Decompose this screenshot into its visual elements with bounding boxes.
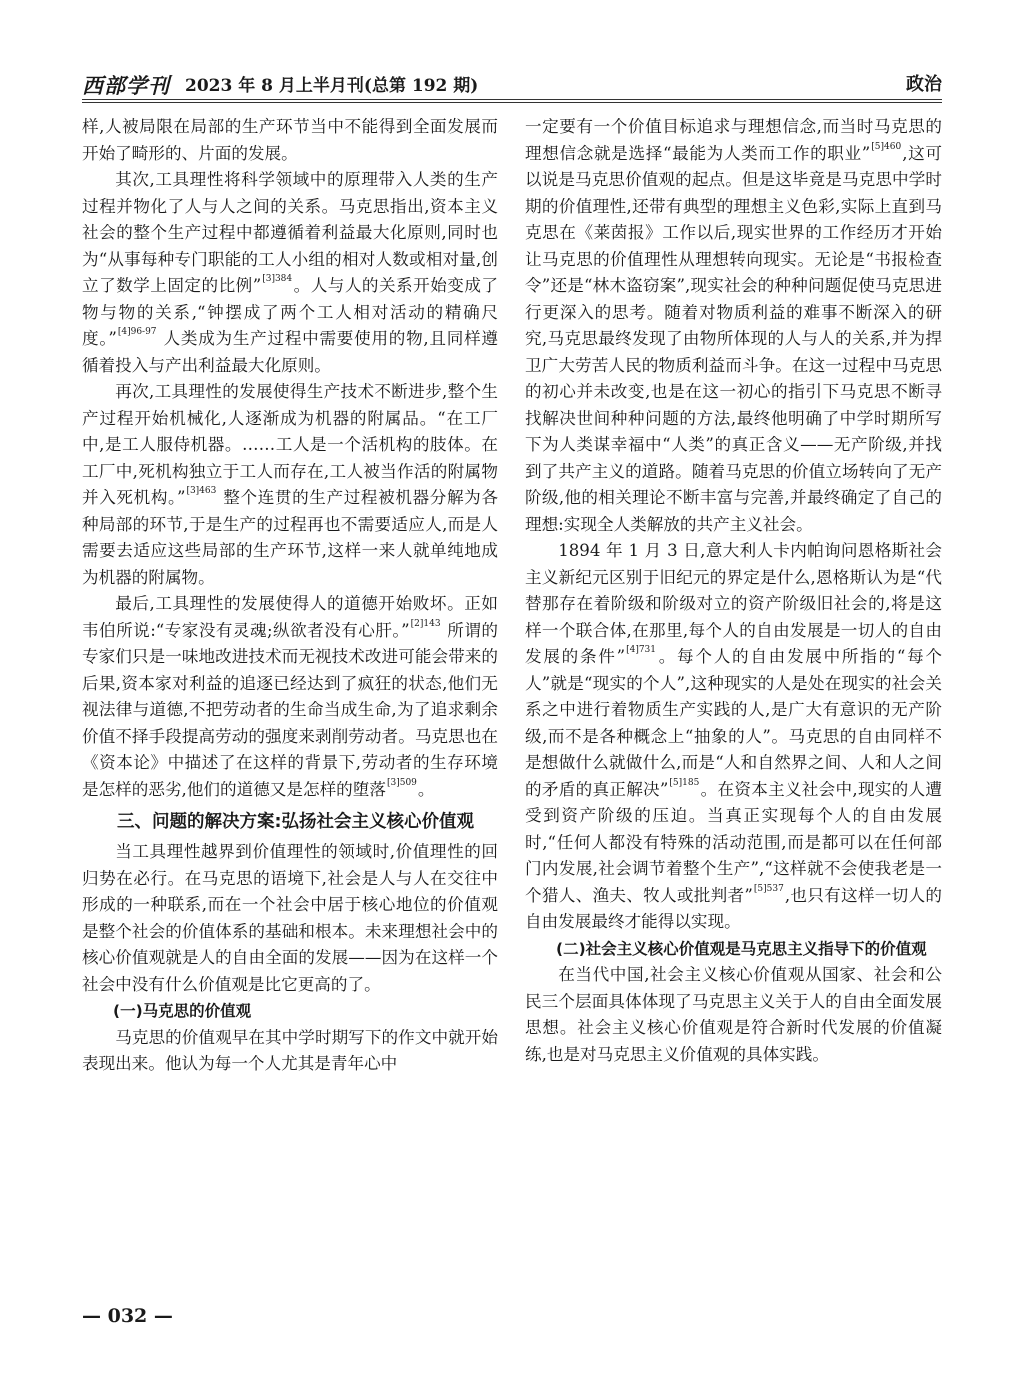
paragraph-text: 。每个人的自由发展中所指的“每个人”就是“现实的个人”,这种现实的人是处在现实的社会关系之中进行着物质生产实践的人,是广大有意识的无产阶级,而不是各种概念上“抽象的人”。马克思的自由同样不是想做什么就做什么,而是“人和自然界之间、人和人之间的矛盾的真正解决” — [525, 647, 942, 799]
paragraph-text: 其次,工具理性将科学领域中的原理带入人类的生产过程并物化了人与人之间的关系。马克思指出,资本主义社会的整个生产过程中都遵循着利益最大化原则,同时也为“从事每种专门职能的工人小组的相对人数或相对量,创立了数学上固定的比例” — [82, 170, 498, 295]
paragraph — [82, 379, 498, 591]
citation-ref: [3]384 — [262, 274, 293, 284]
section-name: 政治 — [906, 74, 942, 95]
left-column — [82, 114, 498, 1078]
citation-ref: [3]463 — [186, 486, 217, 496]
paragraph-text: 三、问题的解决方案:弘扬社会主义核心价值观 — [117, 812, 474, 832]
paragraph — [82, 591, 498, 803]
paragraph-text: 。 — [417, 779, 435, 799]
paragraph — [82, 114, 498, 167]
citation-ref: [4]96-97 — [117, 327, 157, 337]
paragraph-text: 人类成为生产过程中需要使用的物,且同样遵循着投入与产出利益最大化原则。 — [82, 329, 498, 375]
citation-ref: [4]731 — [626, 645, 657, 655]
paragraph-text: ,也只有这样一切人的自由发展最终才能得以实现。 — [525, 885, 942, 931]
paragraph-text: 一定要有一个价值目标追求与理想信念,而当时马克思的理想信念就是选择“最能为人类而工作的职业” — [525, 117, 942, 163]
section-heading — [82, 998, 498, 1025]
section-heading — [82, 808, 498, 836]
paragraph-text: 所谓的专家们只是一味地改进技术而无视技术改进可能会带来的后果,资本家对利益的追逐已经达到了疯狂的状态,他们无视法律与道德,不把劳动者的生命当成生命,为了追求剩余价值不择手段提高劳动的强度来剥削劳动者。马克思也在《资本论》中描述了在这样的背景下,劳动者的生存环境是怎样的恶劣,他们的道德又是怎样的堕落 — [82, 620, 498, 799]
paragraph — [82, 167, 498, 379]
paragraph-text: 在当代中国,社会主义核心价值观从国家、社会和公民三个层面具体体现了马克思主义关于人的自由全面发展思想。社会主义核心价值观是符合新时代发展的价值凝练,也是对马克思主义价值观的具体实践。 — [525, 965, 942, 1064]
paragraph-text: 1894 年 1 月 3 日,意大利人卡内帕询问恩格斯社会主义新纪元区别于旧纪元的界定是什么,恩格斯认为是“代替那存在着阶级和阶级对立的资产阶级旧社会的,将是这样一个联合体,在那里,每个人的自由发展是一切人的自由发展的条件” — [525, 541, 942, 666]
paragraph — [525, 538, 942, 936]
paragraph-text: 样,人被局限在局部的生产环节当中不能得到全面发展而开始了畸形的、片面的发展。 — [82, 117, 498, 163]
header-rule-top — [82, 99, 942, 100]
header-rule-bottom — [82, 102, 942, 103]
citation-ref: [3]509 — [386, 777, 417, 788]
page-header — [82, 70, 942, 98]
paragraph — [525, 962, 942, 1068]
paragraph-text: 再次,工具理性的发展使得生产技术不断进步,整个生产过程开始机械化,人逐渐成为机器的附属品。“在工厂中,是工人服侍机器。……工人是一个活机构的肢体。在工厂中,死机构独立于工人而存在,工人被当作活的附属物并入死机构。” — [82, 382, 498, 507]
citation-ref: [5]185 — [669, 777, 700, 788]
page-number: — 032 — — [82, 1305, 173, 1327]
citation-ref: [5]537 — [753, 883, 784, 894]
right-column — [525, 114, 942, 1068]
journal-logo: 西部学刊 — [82, 73, 170, 98]
paragraph-text: 整个连贯的生产过程被机器分解为各种局部的环节,于是生产的过程再也不需要适应人,而是人需要去适应这些局部的生产环节,这样一来人就单纯地成为机器的附属物。 — [82, 488, 498, 587]
paragraph-text: 。在资本主义社会中,现实的人遭受到资产阶级的压迫。当真正实现每个人的自由发展时,“任何人都没有特殊的活动范围,而是都可以在任何部门内发展,社会调节着整个生产”,“这样就不会使我老是一个猎人、渔夫、牧人或批判者” — [525, 779, 942, 905]
paragraph — [82, 839, 498, 998]
paragraph-text: (二)社会主义核心价值观是马克思主义指导下的价值观 — [556, 939, 927, 958]
paragraph-text: ,这可以说是马克思价值观的起点。但是这毕竟是马克思中学时期的价值理性,还带有典型的理想主义色彩,实际上直到马克思在《莱茵报》工作以后,现实世界的工作经历才开始让马克思的价值理性从理想转向现实。无论是“书报检查令”还是“林木盗窃案”,现实社会的种种问题促使马克思进行更深入的思考。随着对物质利益的难事不断深入的研究,马克思最终发现了由物所体现的人与人的关系,并为捍卫广大劳苦人民的物质利益而斗争。在这一过程中马克思的初心并未改变,也是在这一初心的指引下马克思不断寻找解决世间种种问题的方法,最终他明确了中学时期所写下为人类谋幸福中“人类”的真正含义——无产阶级,并找到了共产主义的道路。随着马克思的价值立场转向了无产阶级,他的相关理论不断丰富与完善,并最终确定了自己的理想:实现全人类解放的共产主义社会。 — [525, 143, 943, 534]
paragraph-text: 当工具理性越界到价值理性的领域时,价值理性的回归势在必行。在马克思的语境下,社会是人与人在交往中形成的一种联系,而在一个社会中居于核心地位的价值观是整个社会的价值体系的基础和根本。未来理想社会中的核心价值观就是人的自由全面的发展——因为在这样一个社会中没有什么价值观是比它更高的了。 — [82, 842, 498, 994]
issue-info: 2023 年 8 月上半月刊(总第 192 期) — [185, 76, 479, 96]
paragraph-text: 。人与人的关系开始变成了物与物的关系,“钟摆成了两个工人相对活动的精确尺度。” — [82, 276, 499, 348]
paragraph — [525, 114, 942, 538]
paragraph-text: (一)马克思的价值观 — [113, 1002, 252, 1020]
paragraph-text: 最后,工具理性的发展使得人的道德开始败坏。正如韦伯所说:“专家没有灵魂;纵欲者没有心肝。” — [82, 594, 498, 640]
section-heading — [525, 936, 942, 963]
citation-ref: [5]460 — [871, 141, 902, 152]
paragraph — [82, 1025, 498, 1078]
citation-ref: [2]143 — [410, 618, 441, 629]
paragraph-text: 马克思的价值观早在其中学时期写下的作文中就开始表现出来。他认为每一个人尤其是青年心中 — [82, 1027, 498, 1073]
